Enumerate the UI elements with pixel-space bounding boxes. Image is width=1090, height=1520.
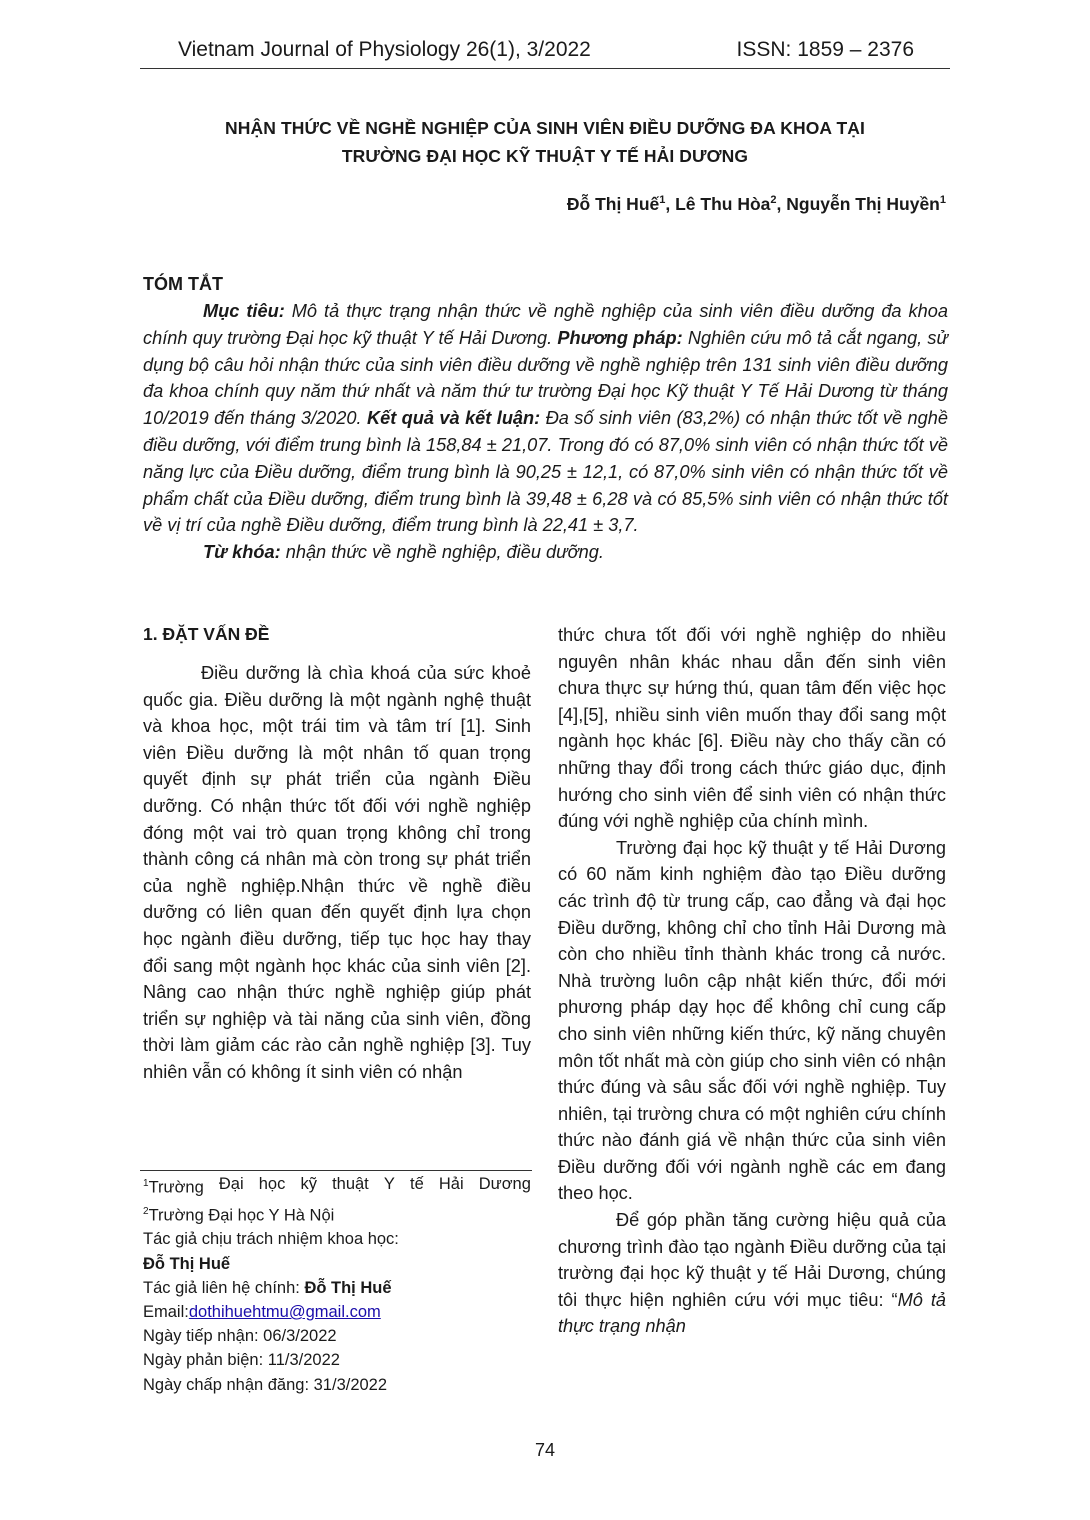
author-name: Lê Thu Hòa bbox=[675, 194, 771, 214]
responsible-author-label: Tác giả chịu trách nhiệm khoa học: bbox=[143, 1230, 399, 1249]
abstract-heading: TÓM TẮT bbox=[143, 274, 223, 294]
title-line-1: NHẬN THỨC VỀ NGHỀ NGHIỆP CỦA SINH VIÊN ĐIỀU DƯỠNG ĐA KHOA TẠI bbox=[225, 118, 865, 138]
body-paragraph bbox=[558, 1207, 946, 1340]
author-separator: , bbox=[665, 194, 676, 214]
abstract-paragraph bbox=[143, 298, 948, 539]
author-affiliation-mark: 2 bbox=[770, 194, 777, 207]
date-reviewed: Ngày phản biện: 11/3/2022 bbox=[143, 1351, 340, 1370]
running-header bbox=[140, 38, 950, 69]
footnote-divider bbox=[140, 1170, 532, 1171]
affiliation-word: Dương bbox=[478, 1175, 531, 1193]
contact-label: Tác giả liên hệ chính: bbox=[143, 1278, 305, 1297]
responsible-author-name bbox=[143, 1252, 531, 1276]
method-label: Phương pháp: bbox=[557, 327, 683, 348]
affiliation-2 bbox=[143, 1200, 531, 1228]
author-affiliation-mark: 1 bbox=[939, 194, 946, 207]
affiliation-1 bbox=[143, 1172, 531, 1200]
email-line bbox=[143, 1300, 531, 1324]
affiliation-mark: 2 bbox=[143, 1205, 149, 1217]
left-column bbox=[143, 660, 531, 1086]
affiliation-word: Đại bbox=[218, 1175, 244, 1193]
keywords bbox=[143, 539, 948, 566]
keywords-label: Từ khóa: bbox=[203, 542, 281, 563]
author-separator: , bbox=[776, 194, 787, 214]
page-number: 74 bbox=[534, 1440, 556, 1460]
issn: ISSN: 1859 – 2376 bbox=[736, 38, 914, 61]
method-text: Nghiên cứu mô tả cắt ngang, sử dụng bộ câu hỏi nhận thức của sinh viên điều dưỡng về nghề nghiệp trên 131 sinh viên điều dưỡng đa khoa chính quy năm thứ nhất và năm thứ tư trường Đại học Kỹ thuật Y Tế Hải Dương từ tháng 10/2019 đến tháng 3/2020. bbox=[143, 327, 949, 429]
affiliation-word: kỹ bbox=[300, 1175, 317, 1193]
author-name: Nguyễn Thị Huyền bbox=[786, 194, 940, 214]
results-text: Đa số sinh viên (83,2%) có nhận thức tốt về nghề điều dưỡng, với điểm trung bình là 158,84 ± 21,07. Trong đó có 87,0% sinh viên có nhận thức tốt về năng lực của Điều dưỡng, điểm trung bình là 90,25 ± 12,1, có 87,0% sinh viên có nhận thức tốt về phẩm chất của Điều dưỡng, điểm trung bình là 39,48 ± 6,28 và có 85,5% sinh viên có nhận thức tốt về vị trí của nghề Điều dưỡng, điểm trung bình là 22,41 ± 3,7. bbox=[143, 408, 948, 536]
body-paragraph: Trường đại học kỹ thuật y tế Hải Dương có 60 năm kinh nghiệm đào tạo Điều dưỡng các trình độ từ trung cấp, cao đẳng và đại học Điều dưỡng, không chỉ cho tỉnh Hải Dương mà còn cho nhiều tỉnh thành khác trong cả nước. Nhà trường luôn cập nhật kiến thức, đổi mới phương pháp dạy học để không chỉ cung cấp cho sinh viên những kiến thức, kỹ năng chuyên môn tốt nhất mà còn giúp cho sinh viên có nhận thức đúng và sâu sắc đối với nghề nghiệp. Tuy nhiên, tại trường chưa có một nghiên cứu chính thức nào đánh giá về nhận thức của sinh viên Điều dưỡng đối với ngành nghề các em đang theo học. bbox=[558, 837, 946, 1204]
author-list bbox=[567, 194, 946, 215]
section-heading: 1. ĐẶT VẤN ĐỀ bbox=[143, 624, 270, 644]
title-line-2: TRƯỜNG ĐẠI HỌC KỸ THUẬT Y TẾ HẢI DƯƠNG bbox=[341, 146, 749, 166]
date-received: Ngày tiếp nhận: 06/3/2022 bbox=[143, 1327, 337, 1346]
journal-name: Vietnam Journal of Physiology 26(1), 3/2022 bbox=[178, 38, 591, 61]
footnotes bbox=[143, 1172, 531, 1397]
contact-author bbox=[143, 1276, 531, 1300]
author-name: Đỗ Thị Huế bbox=[566, 194, 660, 214]
objective-text: Mô tả thực trạng nhận thức về nghề nghiệp của sinh viên điều dưỡng đa khoa chính quy trường Đại học kỹ thuật Y tế Hải Dương. bbox=[143, 301, 948, 348]
responsible-author-name: Đỗ Thị Huế bbox=[143, 1254, 231, 1273]
affiliation-word: Trường bbox=[148, 1178, 204, 1197]
date-accepted: Ngày chấp nhận đăng: 31/3/2022 bbox=[143, 1375, 388, 1394]
affiliation-word: thuật bbox=[332, 1175, 369, 1193]
email-label: Email: bbox=[143, 1303, 189, 1322]
affiliation-word: tế bbox=[410, 1175, 424, 1193]
affiliation-word bbox=[143, 1172, 204, 1200]
affiliation-word: Hải bbox=[438, 1175, 464, 1193]
abstract-body bbox=[143, 298, 948, 566]
affiliation-word: học bbox=[258, 1175, 286, 1193]
author-affiliation-mark: 1 bbox=[659, 194, 666, 207]
objective-quote: Mô tả thực trạng nhận bbox=[558, 1289, 946, 1337]
contact-name: Đỗ Thị Huế bbox=[304, 1278, 392, 1297]
results-label: Kết quả và kết luận: bbox=[366, 408, 541, 429]
email-link[interactable]: dothihuehtmu@gmail.com bbox=[188, 1303, 381, 1322]
objective-label: Mục tiêu: bbox=[203, 301, 285, 321]
affiliation-mark: 1 bbox=[143, 1178, 149, 1189]
body-paragraph: thức chưa tốt đối với nghề nghiệp do nhiều nguyên nhân khác nhau dẫn đến sinh viên chưa thực sự hứng thú, quan tâm đến việc học [4],[5], nhiều sinh viên muốn thay đổi sang một ngành học khác [6]. Điều này cho thấy cần có những thay đổi trong cách thức giáo dục, định hướng cho sinh viên để sinh viên có nhận thức đúng với nghề nghiệp của chính mình. bbox=[558, 625, 946, 832]
right-column bbox=[558, 622, 946, 1340]
paper-title bbox=[140, 114, 950, 170]
affiliation-text: Trường Đại học Y Hà Nội bbox=[148, 1206, 335, 1225]
body-paragraph: Điều dưỡng là chìa khoá của sức khoẻ quốc gia. Điều dưỡng là một ngành nghệ thuật và khoa học, một trái tim và tâm trí [1]. Sinh viên Điều dưỡng là một nhân tố quan trọng quyết định sự phát triển của ngành Điều dưỡng. Có nhận thức tốt đối với nghề nghiệp đóng một vai trò quan trọng không chỉ trong thành công cá nhân mà còn trong sự phát triển của nghề nghiệp.Nhận thức về nghề điều dưỡng có liên quan đến quyết định lựa chọn học ngành điều dưỡng, tiếp tục học hay thay đổi sang một ngành học khác của sinh viên [2]. Nâng cao nhận thức nghề nghiệp giúp phát triển sự nghiệp và tài năng của sinh viên, đồng thời làm giảm các rào cản nghề nghiệp [3]. Tuy nhiên vẫn có không ít sinh viên có nhận bbox=[143, 663, 531, 1082]
paragraph-text: Để góp phần tăng cường hiệu quả của chương trình đào tạo ngành Điều dưỡng của tại trường đại học kỹ thuật y tế Hải Dương, chúng tôi thực hiện nghiên cứu với mục tiêu: “ bbox=[558, 1210, 946, 1310]
affiliation-word: Y bbox=[383, 1175, 395, 1193]
keywords-text: nhận thức về nghề nghiệp, điều dưỡng. bbox=[280, 542, 604, 563]
